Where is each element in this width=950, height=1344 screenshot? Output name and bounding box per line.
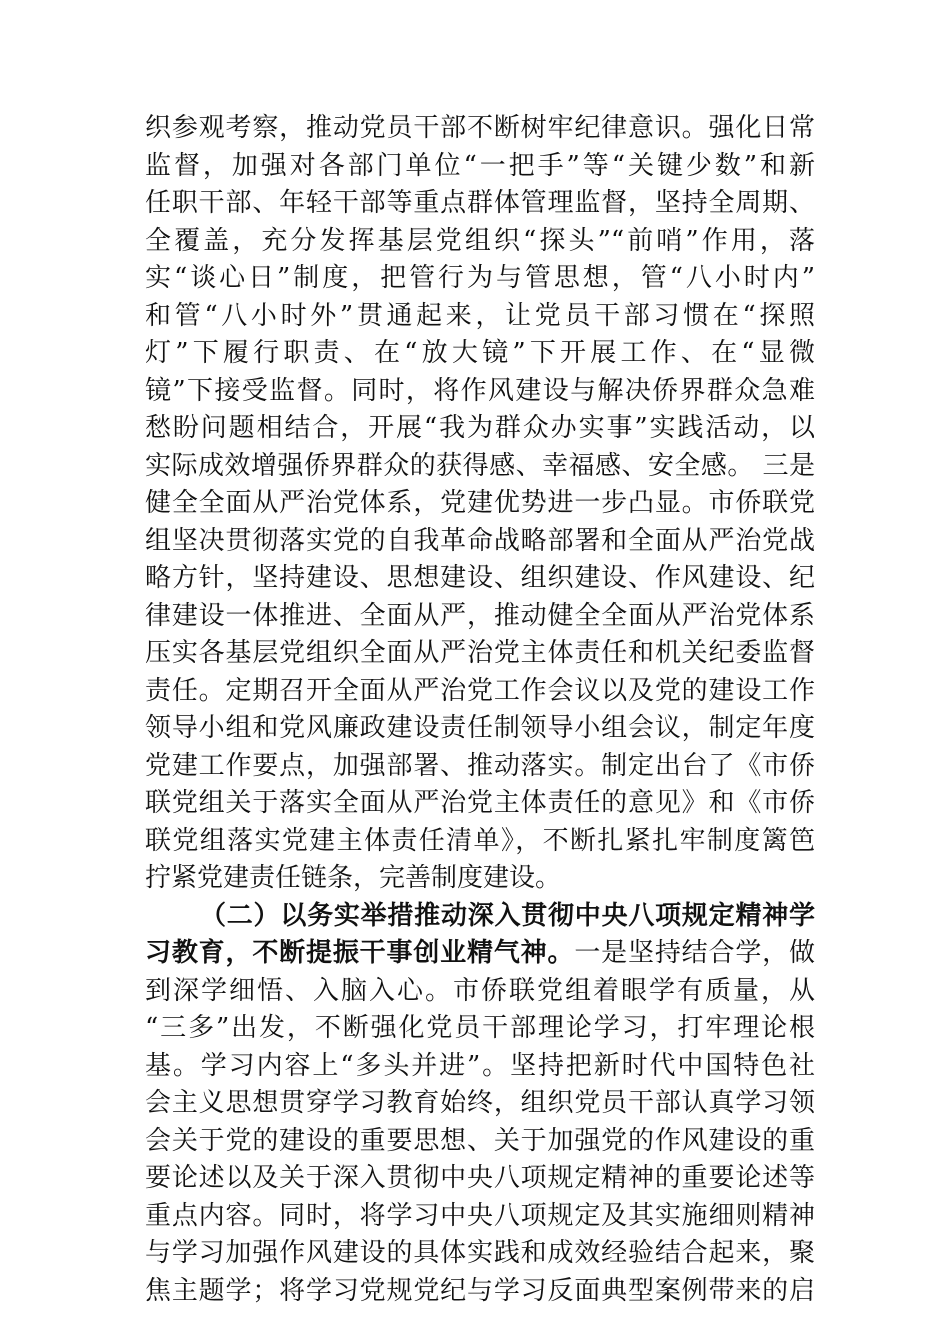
paragraph-line: 组坚决贯彻落实党的自我革命战略部署和全面从严治党战 [145, 525, 815, 556]
paragraph-line: 全覆盖，充分发挥基层党组织“探头”“前哨”作用，落 [145, 225, 815, 256]
paragraph-line: 压实各基层党组织全面从严治党主体责任和机关纪委监督 [145, 638, 815, 668]
section-heading-line [145, 935, 815, 973]
paragraph-line: 会主义思想贯穿学习教育始终，组织党员干部认真学习领 [145, 1088, 815, 1118]
paragraph-line: 织参观考察，推动党员干部不断树牢纪律意识。强化日常 [145, 113, 815, 143]
paragraph-line: 实际成效增强侨界群众的获得感、幸福感、安全感。 三是 [145, 450, 815, 481]
section-heading-text: 习教育，不断提振干事创业精气神。 [145, 938, 575, 968]
paragraph-line: 要论述以及关于深入贯彻中央八项规定精神的重要论述等 [145, 1163, 815, 1193]
paragraph-line: 任职干部、年轻干部等重点群体管理监督，坚持全周期、 [145, 188, 815, 218]
paragraph-line: 责任。定期召开全面从严治党工作会议以及党的建设工作 [145, 675, 815, 706]
document-body [145, 110, 815, 1310]
section-heading-line: （二）以务实举措推动深入贯彻中央八项规定精神学 [200, 900, 815, 931]
paragraph-line: 基。学习内容上“多头并进”。坚持把新时代中国特色社 [145, 1050, 815, 1081]
paragraph-line: 灯”下履行职责、在“放大镜”下开展工作、在“显微 [145, 338, 815, 368]
paragraph-line: 重点内容。同时，将学习中央八项规定及其实施细则精神 [145, 1200, 815, 1231]
paragraph-line: 会关于党的建设的重要思想、关于加强党的作风建设的重 [145, 1125, 815, 1156]
paragraph-line: 焦主题学；将学习党规党纪与学习反面典型案例带来的启 [145, 1275, 815, 1306]
paragraph-line: 拧紧党建责任链条，完善制度建设。 [145, 863, 562, 893]
section-heading-tail: 一是坚持结合学，做 [574, 938, 815, 968]
paragraph-line: 与学习加强作风建设的具体实践和成效经验结合起来，聚 [145, 1238, 815, 1268]
paragraph-line: 党建工作要点，加强部署、推动落实。制定出台了《市侨 [145, 750, 815, 781]
paragraph-line: 联党组关于落实全面从严治党主体责任的意见》和《市侨 [145, 788, 815, 818]
paragraph-line: 联党组落实党建主体责任清单》，不断扎紧扎牢制度篱笆 [145, 825, 815, 856]
paragraph-line: 律建设一体推进、全面从严，推动健全全面从严治党体系 [145, 600, 815, 631]
paragraph-line: 和管“八小时外”贯通起来，让党员干部习惯在“探照 [145, 300, 815, 331]
paragraph-line: 愁盼问题相结合，开展“我为群众办实事”实践活动，以 [145, 413, 815, 443]
paragraph-line: 镜”下接受监督。同时，将作风建设与解决侨界群众急难 [145, 375, 815, 406]
paragraph-line: 到深学细悟、入脑入心。市侨联党组着眼学有质量，从 [145, 975, 815, 1006]
paragraph-line: 领导小组和党风廉政建设责任制领导小组会议，制定年度 [145, 713, 815, 743]
paragraph-line: 略方针，坚持建设、思想建设、组织建设、作风建设、纪 [145, 563, 815, 593]
paragraph-line: 健全全面从严治党体系，党建优势进一步凸显。市侨联党 [145, 488, 815, 518]
paragraph-line: 监督，加强对各部门单位“一把手”等“关键少数”和新 [145, 150, 815, 181]
paragraph-line: 实“谈心日”制度，把管行为与管思想，管“八小时内” [145, 263, 815, 293]
paragraph-line: “三多”出发，不断强化党员干部理论学习，打牢理论根 [145, 1013, 815, 1043]
